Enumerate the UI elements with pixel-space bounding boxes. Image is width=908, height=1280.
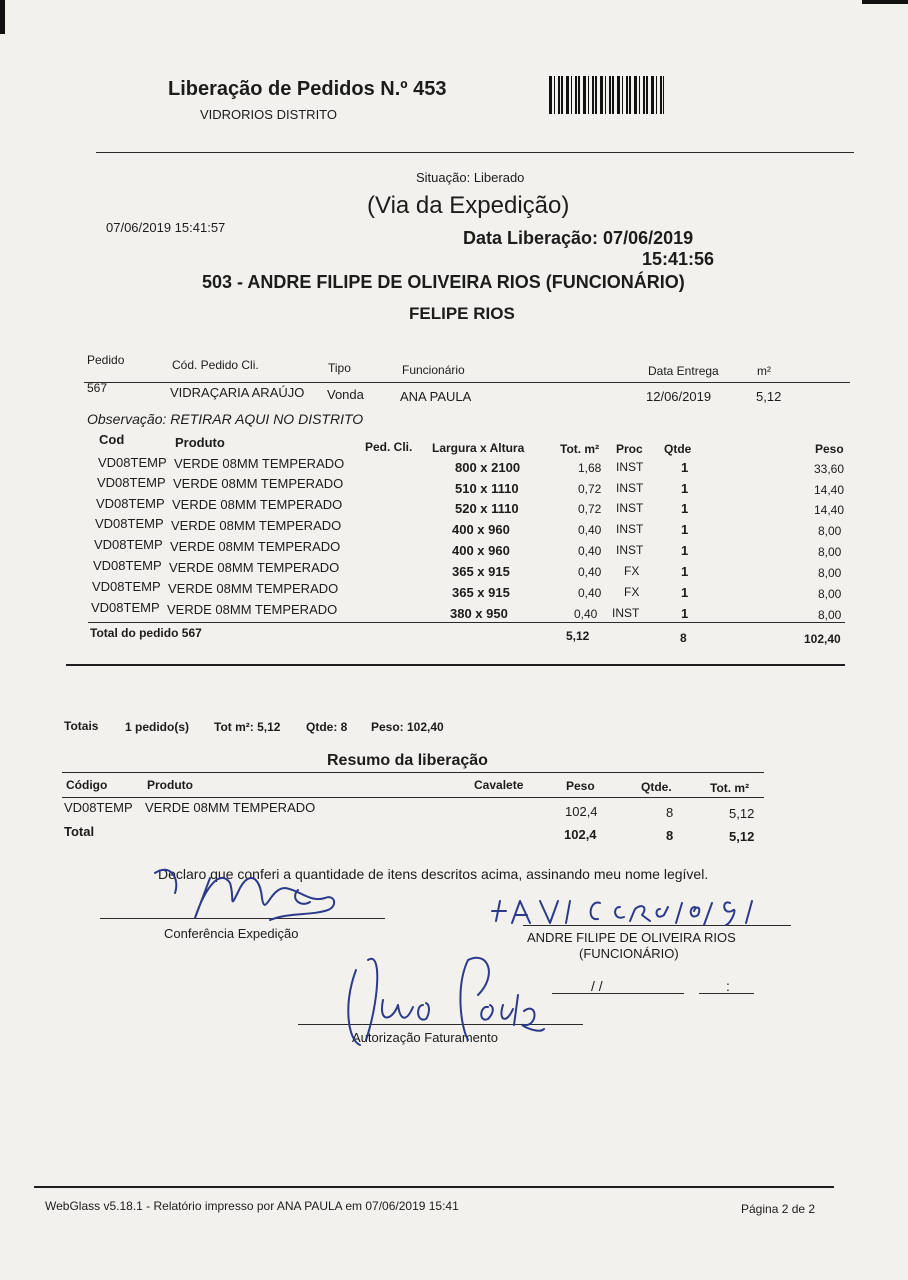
summary-total-qtde: 8 — [666, 828, 674, 843]
item-cod: VD08TEMP — [95, 516, 164, 531]
item-tot-m2: 0,40 — [578, 565, 602, 579]
document-title: Liberação de Pedidos N.º 453 — [168, 78, 447, 100]
summary-col-produto: Produto — [147, 778, 193, 792]
autorizacao-signature — [338, 945, 548, 1055]
item-cod: VD08TEMP — [97, 475, 166, 490]
item-tot-m2: 0,72 — [578, 502, 602, 516]
totals-pedidos: 1 pedido(s) — [125, 720, 190, 734]
date-blank-line — [552, 993, 684, 994]
summary-header-line — [62, 797, 764, 798]
client-signature-role: (FUNCIONÁRIO) — [579, 946, 679, 961]
order-header-divider — [84, 382, 850, 383]
item-proc: INST — [612, 606, 640, 620]
order-total-m2: 5,12 — [566, 629, 590, 643]
footer-divider — [34, 1186, 834, 1188]
item-qtde: 1 — [681, 564, 689, 579]
item-produto: VERDE 08MM TEMPERADO — [170, 539, 341, 554]
items-col-cod: Cod — [99, 432, 125, 447]
item-produto: VERDE 08MM TEMPERADO — [171, 518, 342, 533]
col-cod-pedido-cli: Cód. Pedido Cli. — [172, 358, 259, 372]
item-tot-m2: 0,40 — [578, 523, 602, 537]
summary-produto: VERDE 08MM TEMPERADO — [145, 800, 316, 815]
order-total-qtde: 8 — [680, 631, 687, 645]
item-dimensions: 400 x 960 — [452, 522, 510, 537]
items-col-largura-altura: Largura x Altura — [432, 441, 525, 455]
item-dimensions: 380 x 950 — [450, 606, 508, 621]
summary-qtde: 8 — [666, 805, 674, 820]
summary-col-codigo: Código — [66, 778, 108, 792]
scan-edge-mark — [862, 0, 908, 4]
item-tot-m2: 0,40 — [578, 586, 602, 600]
item-cod: VD08TEMP — [93, 558, 162, 573]
company-name: VIDRORIOS DISTRITO — [200, 107, 337, 122]
item-proc: INST — [616, 460, 644, 474]
pedido-value: 567 — [87, 381, 108, 395]
item-peso: 8,00 — [818, 524, 842, 538]
client-nickname: FELIPE RIOS — [409, 304, 515, 323]
item-proc: FX — [624, 564, 640, 578]
item-dimensions: 365 x 915 — [452, 564, 510, 579]
tipo-value: Vonda — [327, 387, 364, 402]
footer-printed-by: WebGlass v5.18.1 - Relatório impresso por ANA PAULA em 07/06/2019 15:41 — [45, 1199, 459, 1213]
item-dimensions: 510 x 1110 — [455, 481, 519, 496]
item-cod: VD08TEMP — [94, 537, 163, 552]
item-cod: VD08TEMP — [98, 455, 167, 470]
item-dimensions: 365 x 915 — [452, 585, 510, 600]
item-peso: 8,00 — [818, 608, 842, 622]
scan-edge-mark — [0, 0, 5, 34]
item-peso: 8,00 — [818, 545, 842, 559]
col-m2: m² — [757, 364, 771, 378]
summary-total-tot-m2: 5,12 — [729, 829, 755, 844]
item-tot-m2: 1,68 — [578, 461, 602, 475]
totals-m2: Tot m²: 5,12 — [214, 720, 281, 734]
time-blank: : — [726, 978, 730, 994]
col-pedido: Pedido — [87, 353, 125, 367]
items-total-divider — [88, 622, 845, 623]
header-divider — [96, 152, 854, 153]
items-col-peso: Peso — [815, 442, 844, 456]
data-entrega-value: 12/06/2019 — [646, 389, 712, 404]
funcionario-value: ANA PAULA — [400, 389, 472, 404]
item-tot-m2: 0,40 — [578, 544, 602, 558]
summary-col-peso: Peso — [566, 779, 595, 793]
cod-cli-value: VIDRAÇARIA ARAÚJO — [170, 385, 305, 400]
observation: Observação: RETIRAR AQUI NO DISTRITO — [87, 411, 364, 427]
conferencia-label: Conferência Expedição — [164, 926, 299, 941]
item-qtde: 1 — [681, 585, 689, 600]
col-tipo: Tipo — [328, 361, 351, 375]
order-total-peso: 102,40 — [804, 632, 841, 646]
date-blank: / / — [591, 978, 603, 994]
item-qtde: 1 — [681, 460, 689, 475]
item-dimensions: 520 x 1110 — [455, 501, 519, 516]
item-produto: VERDE 08MM TEMPERADO — [174, 456, 345, 471]
item-tot-m2: 0,40 — [574, 607, 598, 621]
item-qtde: 1 — [681, 501, 689, 516]
item-peso: 14,40 — [814, 503, 845, 517]
item-produto: VERDE 08MM TEMPERADO — [172, 497, 343, 512]
item-qtde: 1 — [681, 543, 689, 558]
col-data-entrega: Data Entrega — [648, 364, 719, 378]
footer-page-number: Página 2 de 2 — [741, 1202, 816, 1216]
item-proc: FX — [624, 585, 640, 599]
item-cod: VD08TEMP — [96, 496, 165, 511]
item-dimensions: 400 x 960 — [452, 543, 510, 558]
summary-col-tot-m2: Tot. m² — [710, 781, 750, 795]
items-col-proc: Proc — [616, 442, 643, 456]
m2-value: 5,12 — [756, 389, 782, 404]
item-produto: VERDE 08MM TEMPERADO — [168, 581, 339, 596]
item-tot-m2: 0,72 — [578, 482, 602, 496]
items-col-qtde: Qtde — [664, 442, 692, 456]
situation-label: Situação: Liberado — [416, 170, 525, 185]
item-peso: 8,00 — [818, 566, 842, 580]
item-cod: VD08TEMP — [92, 579, 161, 594]
item-cod: VD08TEMP — [91, 600, 160, 615]
totals-label: Totais — [64, 719, 99, 733]
item-qtde: 1 — [681, 606, 689, 621]
summary-col-cavalete: Cavalete — [474, 778, 524, 792]
item-peso: 33,60 — [814, 462, 845, 476]
summary-total-peso: 102,4 — [564, 827, 597, 842]
printed-timestamp: 07/06/2019 15:41:57 — [106, 220, 226, 235]
section-divider — [66, 664, 845, 666]
summary-col-qtde: Qtde. — [641, 780, 672, 794]
client-signature — [490, 893, 780, 933]
item-proc: INST — [616, 543, 644, 557]
order-total-label: Total do pedido 567 — [90, 626, 202, 640]
conferencia-signature — [150, 858, 400, 938]
totals-qtde: Qtde: 8 — [306, 720, 348, 734]
summary-peso: 102,4 — [565, 804, 598, 819]
item-proc: INST — [616, 522, 644, 536]
barcode — [549, 76, 664, 114]
summary-title: Resumo da liberação — [327, 752, 488, 769]
col-funcionario: Funcionário — [402, 363, 465, 377]
client-line: 503 - ANDRE FILIPE DE OLIVEIRA RIOS (FUNCIONÁRIO) — [202, 272, 685, 292]
item-proc: INST — [616, 481, 644, 495]
item-produto: VERDE 08MM TEMPERADO — [173, 476, 344, 491]
summary-codigo: VD08TEMP — [64, 800, 133, 815]
item-proc: INST — [616, 501, 644, 515]
item-dimensions: 800 x 2100 — [455, 460, 521, 475]
summary-total-label: Total — [64, 824, 95, 839]
item-peso: 14,40 — [814, 483, 845, 497]
totals-peso: Peso: 102,40 — [371, 720, 444, 734]
item-produto: VERDE 08MM TEMPERADO — [167, 602, 338, 617]
items-col-ped-cli: Ped. Cli. — [365, 440, 413, 454]
item-produto: VERDE 08MM TEMPERADO — [169, 560, 340, 575]
summary-tot-m2: 5,12 — [729, 806, 755, 821]
summary-top-line — [62, 772, 764, 773]
item-qtde: 1 — [681, 481, 689, 496]
item-peso: 8,00 — [818, 587, 842, 601]
client-signature-name: ANDRE FILIPE DE OLIVEIRA RIOS — [527, 930, 736, 945]
release-date: Data Liberação: 07/06/2019 — [463, 228, 694, 248]
declaration-text: Declaro que conferi a quantidade de itens descritos acima, assinando meu nome legível. — [158, 866, 709, 882]
via-label: (Via da Expedição) — [367, 192, 570, 219]
release-time: 15:41:56 — [642, 249, 715, 269]
item-qtde: 1 — [681, 522, 689, 537]
items-col-produto: Produto — [175, 435, 225, 450]
items-col-tot-m2: Tot. m² — [560, 442, 600, 456]
autorizacao-label: Autorização Faturamento — [352, 1030, 498, 1045]
